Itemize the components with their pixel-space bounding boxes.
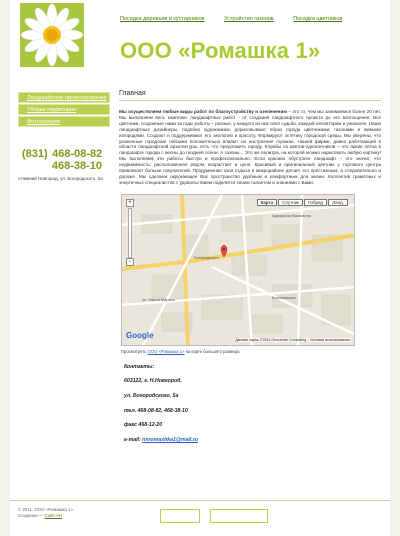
phone-block bbox=[22, 147, 110, 172]
contacts-line: факс 468-12-20 bbox=[124, 422, 163, 429]
daisy-icon bbox=[20, 3, 84, 67]
footer-created-line bbox=[18, 513, 74, 519]
footer-copyright: © 2011, ООО «Ромашка 1». bbox=[18, 507, 75, 512]
google-logo[interactable]: Google bbox=[126, 330, 154, 340]
map-street-label: Адмирала Васюнина bbox=[272, 212, 311, 218]
main-content bbox=[119, 90, 381, 451]
footer-developer-link[interactable]: Сайт.НН bbox=[44, 513, 62, 518]
brand-title: ООО «Ромашка 1» bbox=[120, 38, 321, 63]
map-larger-link-line bbox=[121, 349, 381, 354]
map-larger-link[interactable]: ООО «Ромашка 1» bbox=[147, 348, 185, 354]
map-type-buttons bbox=[257, 199, 348, 206]
map-canvas bbox=[122, 195, 355, 346]
phone-number-1: 468-08-82 bbox=[52, 148, 103, 160]
map-type-map-button[interactable]: Карта bbox=[257, 199, 278, 206]
map-street-label: Березовская bbox=[272, 294, 296, 300]
top-nav-lawns-link[interactable]: Устройство газонов bbox=[224, 16, 274, 22]
top-nav-trees-link[interactable]: Посадка деревьев и кустарников bbox=[120, 16, 205, 22]
intro-paragraph bbox=[119, 109, 381, 186]
zoom-slider[interactable] bbox=[128, 208, 132, 258]
map-street-label: ул. Карла Маркса bbox=[142, 296, 175, 302]
sidebar bbox=[18, 92, 110, 182]
zoom-out-icon[interactable]: − bbox=[126, 258, 134, 266]
zoom-in-icon[interactable]: + bbox=[126, 199, 134, 207]
map-type-satellite-button[interactable]: Спутник bbox=[278, 199, 303, 206]
footer-text bbox=[18, 507, 74, 519]
top-nav bbox=[120, 16, 360, 22]
email-label: e-mail: bbox=[124, 436, 143, 443]
sidebar-item-gallery[interactable]: Фотогалерея bbox=[18, 116, 110, 127]
footer-counter-badge[interactable] bbox=[160, 509, 200, 523]
daisy-logo[interactable] bbox=[20, 3, 84, 67]
contacts-line: ул. Богородского, 5а bbox=[124, 392, 179, 399]
sidebar-item-cleaning[interactable]: Уборка территории bbox=[18, 104, 110, 115]
google-map[interactable] bbox=[121, 194, 355, 346]
map-zoom-control bbox=[126, 199, 134, 267]
contacts-email-line bbox=[124, 437, 381, 444]
map-link-suffix: на карте большего размера bbox=[184, 348, 240, 354]
map-type-terrain-button[interactable]: Ланд. bbox=[328, 199, 348, 206]
intro-bold: Мы осуществляем любые виды работ по благоустройству и озеленению bbox=[119, 109, 288, 114]
map-link-prefix: Просмотреть bbox=[121, 348, 148, 354]
page bbox=[10, 0, 390, 536]
top-nav-flowerbeds-link[interactable]: Посадка цветников bbox=[293, 16, 343, 22]
footer-counter-badge[interactable] bbox=[210, 509, 268, 523]
footer-created-prefix: Создание — bbox=[18, 513, 45, 518]
phone-code: (831) bbox=[22, 148, 48, 160]
email-link[interactable]: nnromashka1@mail.ru bbox=[142, 436, 198, 443]
contacts-line: 603122, г. Н.Новгород, bbox=[124, 378, 182, 385]
sidebar-address: г.Нижний Новгород, ул. Богородского, 5а bbox=[18, 176, 103, 181]
contacts-block bbox=[119, 364, 381, 444]
contacts-heading: Контакты: bbox=[124, 363, 155, 370]
header bbox=[10, 0, 390, 80]
contacts-line: тел. 468-08-82, 468-38-10 bbox=[124, 407, 188, 414]
footer bbox=[10, 500, 390, 536]
map-street-label: Богородского bbox=[194, 254, 219, 260]
intro-text: – это то, чем мы занимаемся более 20 лет. Мы выполняем весь комплекс ландшафтных работ - от создания ландшафтного проекта до его воплощения. Все цветники, созданные нами за годы работы – разные, у каждого из них своя судьба, каждый неповторим и уникален. Наши ландшафтные дизайнеры, подобно художникам, дорисовывают образ города цветниками, газонами и живыми изгородями. Создают и поддерживают его экологию и красоту. Формируют эстетику городской среды. Мы уверены, что ухоженные городские пейзажи положительно влияют на настроение горожан. Нашей фирме, давно работающей в области ландшафтной архитектуры, есть что предложить городу. Клумбы из цветов-однолетников – это яркие пятна в ландшафте города с весны до поздней осени. А газоны... Это же палитра, на которой можно нарисовать любую картину! Мы выполняем эти работы быстро и профессионально. Если красиво обустроен ландшафт – это значит, что недвижимость, расположенная рядом, возрастает в цене. Красивый и оригинальный цветник у торгового центра привлекает больше покупателей. Продуманная зона отдыха в микрорайоне делает его престижным, а следовательно и дороже. Мы сделаем окружающее Вас пространство удобным и комфортным для жизни. Коллектив грамотных и энергичных специалистов с удовольствием поделится своим талантом и знаниями с Вами. bbox=[119, 109, 381, 185]
sidebar-item-landscape-design[interactable]: Ландшафтное проектирование bbox=[18, 92, 110, 103]
map-copyright: Данные карты ©2011 Geocentre Consulting – Условия использования bbox=[235, 337, 350, 342]
page-title: Главная bbox=[119, 90, 381, 101]
phone-number-2: 468-38-10 bbox=[51, 160, 102, 172]
map-type-hybrid-button[interactable]: Гибрид bbox=[304, 199, 327, 206]
